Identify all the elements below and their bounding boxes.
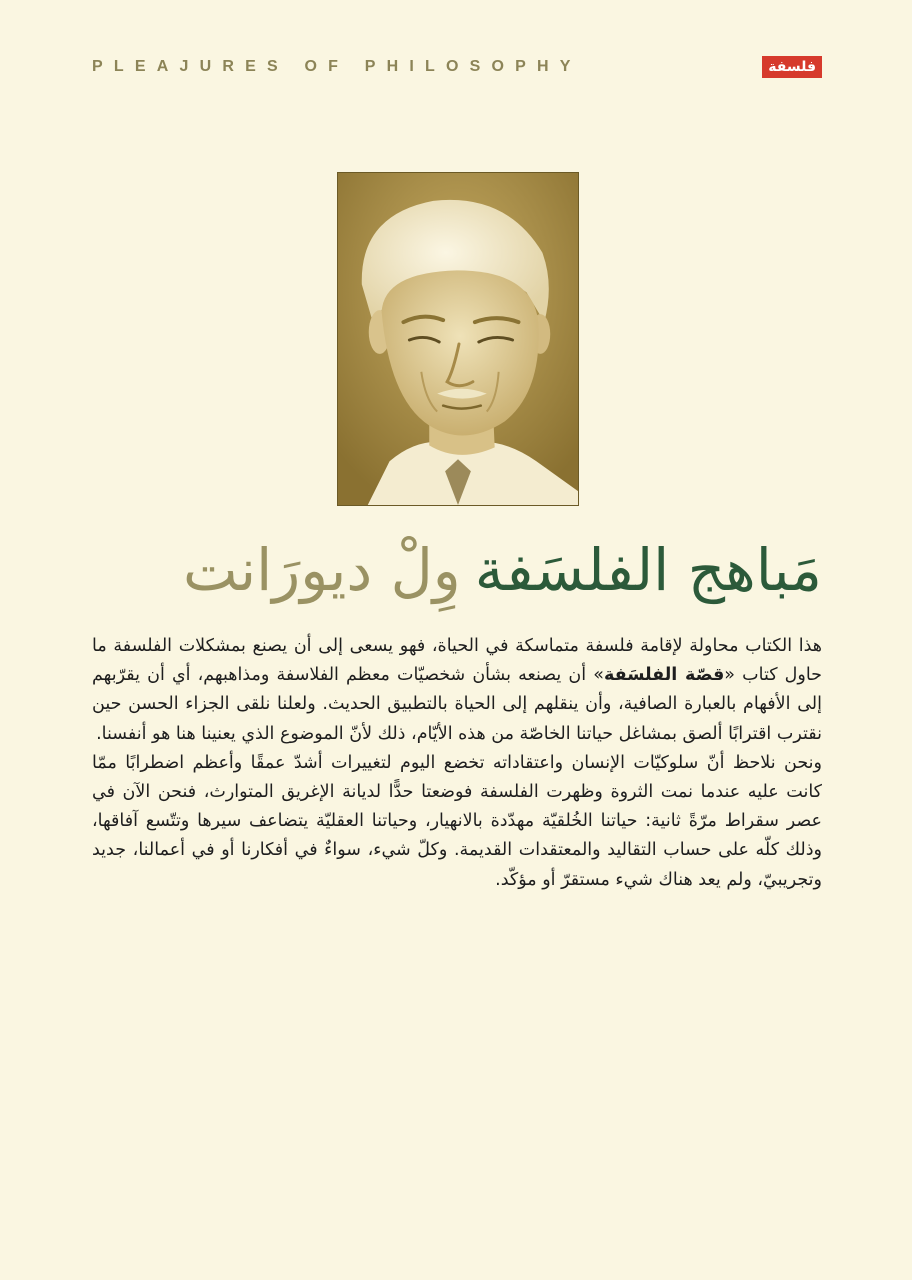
paragraph-1-end: » أن يصنعه بشأن شخصيّات معظم الفلاسفة ومذاهبهم، أي أن يقرّبهم إلى الأفهام بالعبارة الصافية، وأن ينقلهم إلى الحياة بالتطبيق الحديث. ولعلنا نلقى الجزاء الحسن حين نقترب اقترابًا ألصق بمشاغل حياتنا الخاصّة من هذه الأيّام، ذلك لأنّ الموضوع الذي يعنينا هنا هو أنفسنا. [92, 665, 822, 744]
author-name: وِلْ ديورَانت [183, 536, 461, 604]
series-header [92, 56, 822, 78]
title-main: مَباهج الفلسَفة [474, 536, 822, 604]
series-logo: فلسفة [762, 56, 822, 78]
author-portrait [337, 172, 579, 506]
book-title-reference: قصّة الفلسَفة [603, 665, 725, 686]
paragraph-1 [92, 632, 822, 749]
description-text [92, 632, 822, 895]
paragraph-1-start: هذا الكتاب محاولة لإقامة فلسفة متماسكة في الحياة، فهو يسعى إلى أن يصنع بمشكلات الفلسفة ما حاول كتاب « [92, 636, 823, 686]
paragraph-2: ونحن نلاحظ أنّ سلوكيّات الإنسان واعتقاداته تخضع اليوم لتغييرات أشدّ عمقًا وأعظم اضطرابًا ممّا كانت عليه عندما نمت الثروة وظهرت الفلسفة فوضعتا حدًّا لديانة الإغريق المتوارث، فنحن الآن في عصر سقراط مرّةً ثانية: حياتنا الخُلقيّة مهدّدة بالانهيار، وحياتنا العقليّة يتضاعف سيرها وتتّسع آفاقها، وذلك كلّه على حساب التقاليد والمعتقدات القديمة. وكلّ شيء، سواءٌ في أفكارنا أو في أعمالنا، جديد وتجريبيّ، ولم يعد هناك شيء مستقرّ أو مؤكّد. [92, 752, 822, 890]
series-name: PLEAJURES OF PHILOSOPHY [92, 58, 582, 75]
book-title [90, 525, 822, 615]
